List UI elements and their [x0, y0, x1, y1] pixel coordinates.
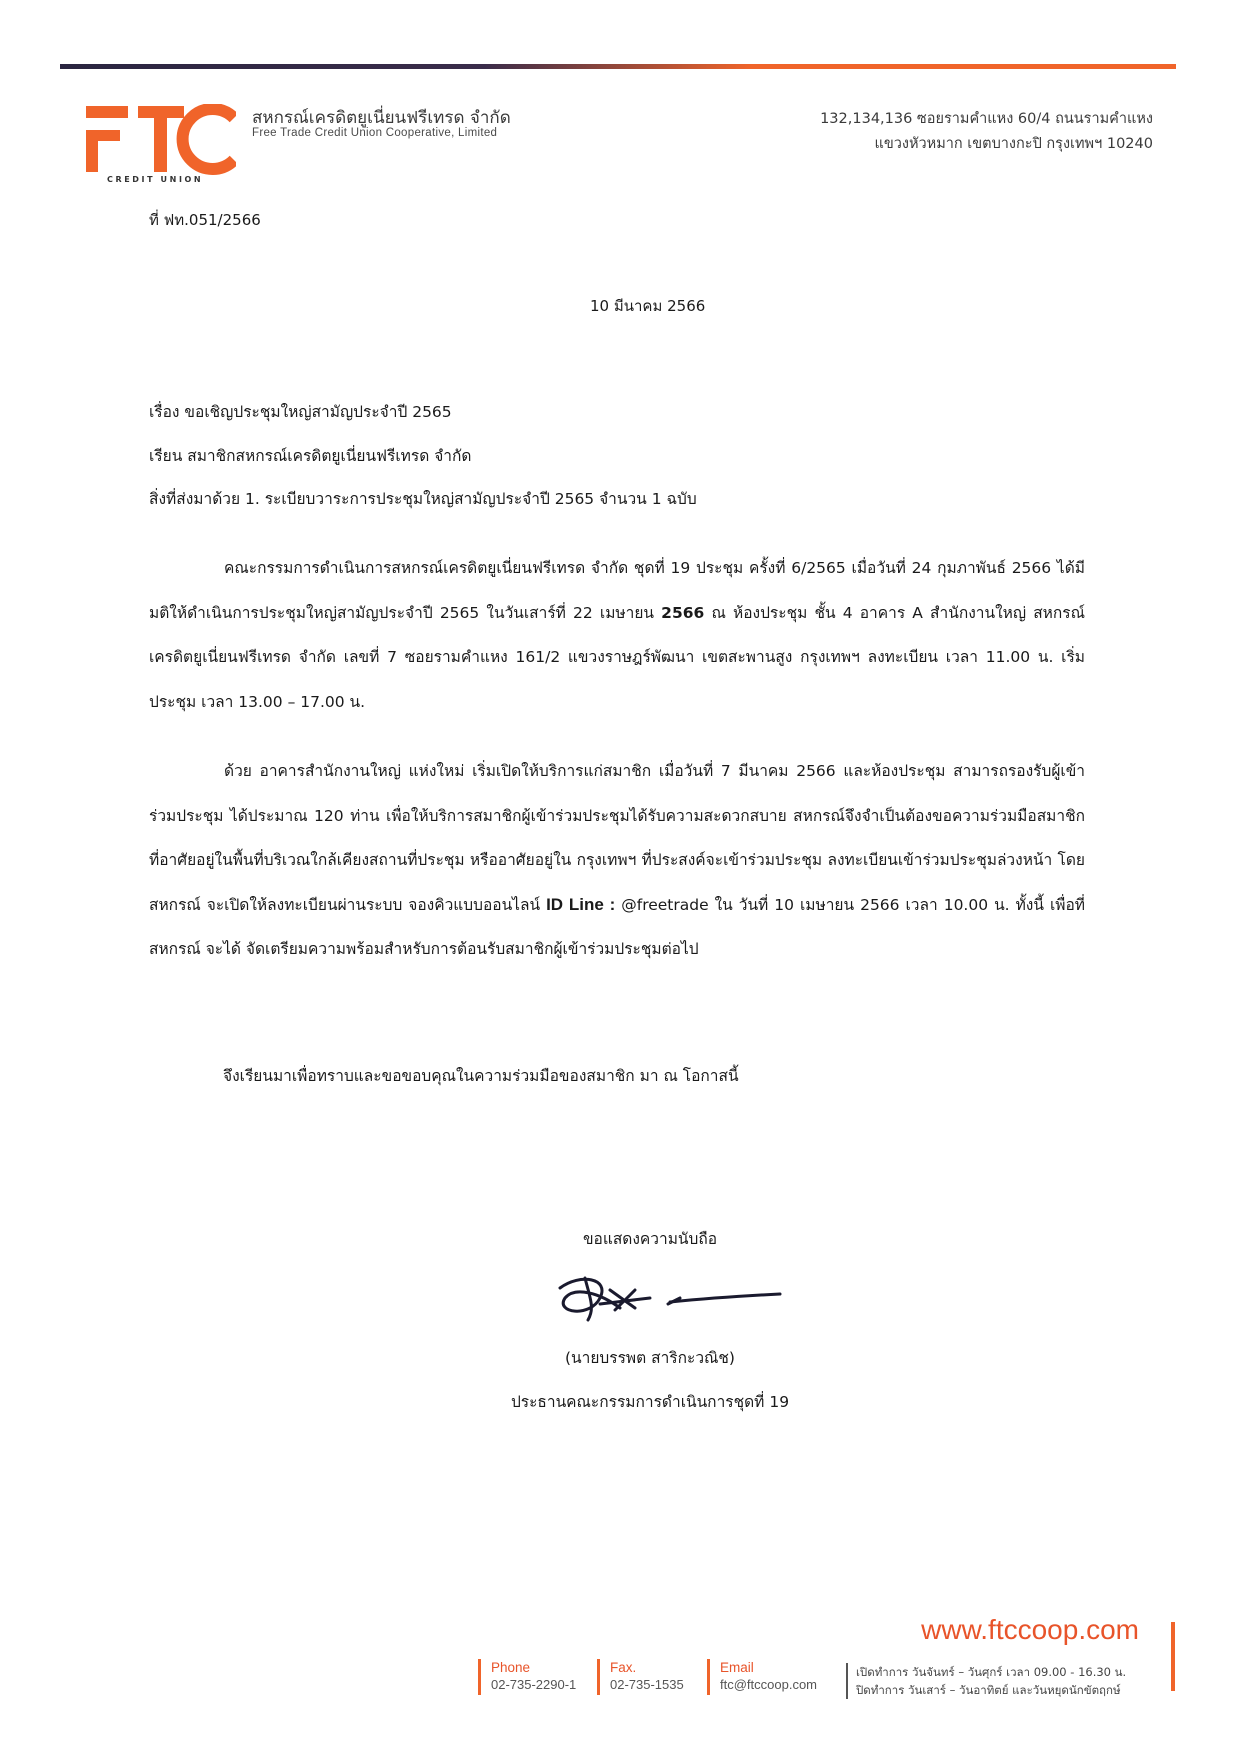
phone-label: Phone	[491, 1660, 531, 1675]
fax-label: Fax.	[610, 1660, 637, 1675]
letter-recipient: เรียน สมาชิกสหกรณ์เครดิตยูเนี่ยนฟรีเทรด จำกัด	[149, 447, 472, 465]
footer-accent-bar	[1171, 1622, 1175, 1691]
email-label: Email	[720, 1660, 754, 1675]
org-name-english: Free Trade Credit Union Cooperative, Limited	[252, 127, 498, 139]
logo-c	[183, 109, 234, 169]
regards: ขอแสดงความนับถือ	[582, 1230, 718, 1248]
para1-text-a: คณะกรรมการดำเนินการสหกรณ์เครดิตยูเนี่ยนฟรีเทรด จำกัด ชุดที่ 19 ประชุม ครั้งที่ 6/2565 เมื่อวันที่ 24 กุมภาพันธ์ 2566 ได้มีมติให้ดำเนินการประชุมใหญ่สามัญประจำปี 2565 ในวันเสาร์ที่ 22 เมษายน	[149, 559, 1085, 622]
letter-date: 10 มีนาคม 2566	[590, 297, 706, 315]
para2-line-id-label: ID Line :	[546, 894, 616, 914]
logo-f-stem	[86, 130, 98, 172]
footer-phone	[478, 1659, 576, 1695]
body-paragraph-1	[149, 546, 1085, 724]
footer-fax	[597, 1659, 684, 1695]
signature-image	[540, 1268, 790, 1328]
footer-office-hours	[846, 1663, 1126, 1699]
closing-sentence: จึงเรียนมาเพื่อทราบและขอขอบคุณในความร่วมมือของสมาชิก มา ณ โอกาสนี้	[223, 1067, 739, 1085]
logo-subtitle: CREDIT UNION	[107, 175, 204, 184]
signer-title: ประธานคณะกรรมการดำเนินการชุดที่ 19	[510, 1393, 790, 1411]
para1-text-b: ณ ห้องประชุม ชั้น 4 อาคาร A สำนักงานใหญ่ สหกรณ์เครดิตยูเนี่ยนฟรีเทรด จำกัด เลขที่ 7 ซอยรามคำแหง 161/2 แขวงราษฎร์พัฒนา เขตสะพานสูง กรุงเทพฯ ลงทะเบียน เวลา 11.00 น. เริ่มประชุม เวลา 13.00 – 17.00 น.	[149, 603, 1085, 711]
para2-text-a: ด้วย อาคารสำนักงานใหญ่ แห่งใหม่ เริ่มเปิดให้บริการแก่สมาชิก เมื่อวันที่ 7 มีนาคม 2566 และห้องประชุม สามารถรองรับผู้เข้าร่วมประชุม ได้ประมาณ 120 ท่าน เพื่อให้บริการสมาชิกผู้เข้าร่วมประชุมได้รับความสะดวกสบาย สหกรณ์จึงจำเป็นต้องขอความร่วมมือสมาชิกที่อาศัยอยู่ในพื้นที่บริเวณใกล้เคียงสถานที่ประชุม หรืออาศัยอยู่ใน กรุงเทพฯ ที่ประสงค์จะเข้าร่วมประชุม ลงทะเบียนเข้าร่วมประชุมล่วงหน้า โดยสหกรณ์ จะเปิดให้ลงทะเบียนผ่านระบบ จองคิวแบบออนไลน์	[149, 762, 1085, 914]
org-name-thai: สหกรณ์เครดิตยูเนี่ยนฟรีเทรด จำกัด	[252, 108, 511, 128]
body-paragraph-2	[149, 749, 1085, 972]
phone-value[interactable]: 02-735-2290-1	[491, 1677, 577, 1692]
address-line-1: 132,134,136 ซอยรามคำแหง 60/4 ถนนรามคำแหง	[820, 111, 1153, 127]
logo-t-stem	[154, 106, 167, 172]
footer-website[interactable]: www.ftccoop.com	[921, 1614, 1139, 1645]
fax-value: 02-735-1535	[610, 1677, 684, 1692]
letter-subject: เรื่อง ขอเชิญประชุมใหญ่สามัญประจำปี 2565	[149, 403, 452, 421]
header-address	[820, 107, 1153, 157]
hours-open: เปิดทำการ วันจันทร์ – วันศุกร์ เวลา 09.00 - 16.30 น.	[856, 1665, 1127, 1679]
document-number: ที่ ฟท.051/2566	[149, 211, 261, 229]
email-value[interactable]: ftc@ftccoop.com	[720, 1677, 818, 1692]
header-accent-bar	[60, 64, 1176, 69]
signer-name: (นายบรรพต สาริกะวณิช)	[565, 1349, 735, 1367]
footer-email	[707, 1659, 817, 1695]
letter-enclosure: สิ่งที่ส่งมาด้วย 1. ระเบียบวาระการประชุมใหญ่สามัญประจำปี 2565 จำนวน 1 ฉบับ	[149, 490, 697, 508]
address-line-2: แขวงหัวหมาก เขตบางกะปิ กรุงเทพฯ 10240	[874, 136, 1153, 152]
para1-bold-year: 2566	[661, 603, 705, 622]
ftc-logo	[86, 104, 236, 184]
para2-text-b: @freetrade ใน วันที่ 10 เมษายน 2566 เวลา 10.00 น. ทั้งนี้ เพื่อที่สหกรณ์ จะได้ จัดเตรียมความพร้อมสำหรับการต้อนรับสมาชิกผู้เข้าร่วมประชุมต่อไป	[149, 895, 1085, 958]
logo-f-top	[86, 106, 128, 118]
hours-closed: ปิดทำการ วันเสาร์ – วันอาทิตย์ และวันหยุดนักขัตฤกษ์	[856, 1683, 1121, 1697]
